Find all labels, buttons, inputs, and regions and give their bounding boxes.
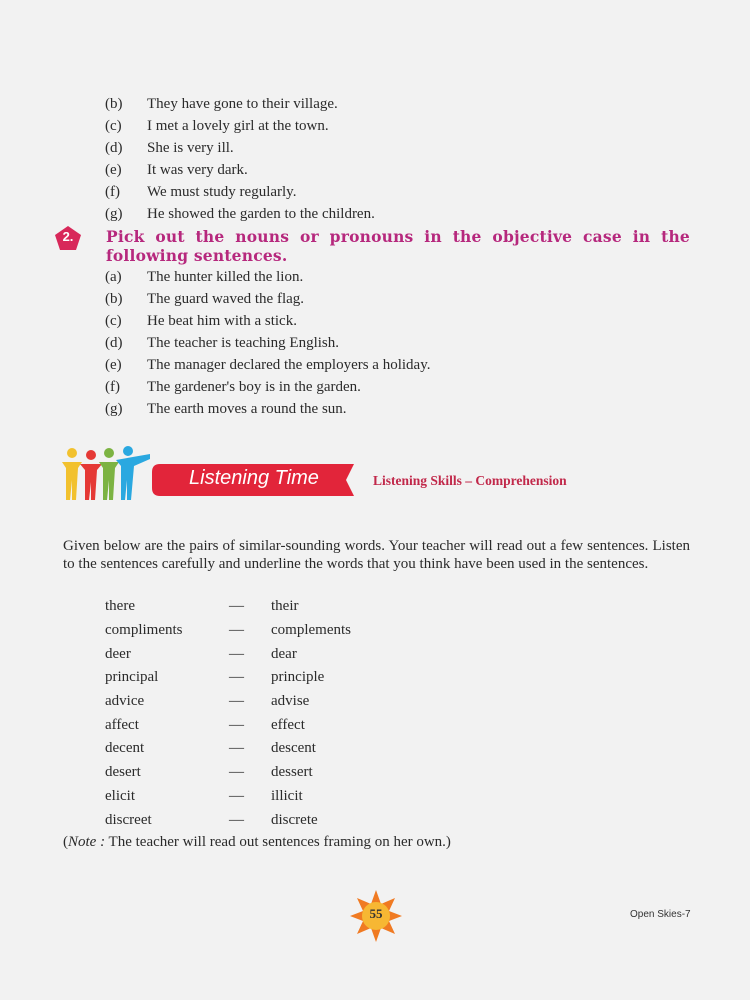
item-label: (g) <box>105 206 123 222</box>
dash: — <box>229 788 244 804</box>
dash: — <box>229 669 244 685</box>
item-text: The earth moves a round the sun. <box>147 401 347 417</box>
question-number: 2. <box>62 229 74 244</box>
item-text: He showed the garden to the children. <box>147 206 375 222</box>
dash: — <box>229 740 244 756</box>
item-label: (g) <box>105 401 123 417</box>
item-label: (b) <box>105 291 123 307</box>
item-label: (e) <box>105 357 122 373</box>
page-number: 55 <box>369 906 383 921</box>
item-label: (f) <box>105 379 120 395</box>
dash: — <box>229 646 244 662</box>
dash: — <box>229 693 244 709</box>
note-open-paren: ( <box>63 834 68 850</box>
teacher-note <box>63 834 451 851</box>
word-a: compliments <box>105 622 183 638</box>
dash: — <box>229 717 244 733</box>
word-b: complements <box>271 622 351 638</box>
item-text: They have gone to their village. <box>147 96 338 112</box>
dash: — <box>229 764 244 780</box>
listening-intro: Given below are the pairs of similar-sounding words. Your teacher will read out a few sentences. Listen to the sentences carefully and underline the words that you think have been used in the sentences. <box>63 538 690 572</box>
item-text: We must study regularly. <box>147 184 297 200</box>
word-a: advice <box>105 693 145 709</box>
word-b: dessert <box>271 764 313 780</box>
word-b: principle <box>271 669 325 685</box>
item-text: The guard waved the flag. <box>147 291 305 307</box>
item-text: The hunter killed the lion. <box>147 269 304 285</box>
item-text: She is very ill. <box>147 140 234 156</box>
book-title: Open Skies-7 <box>630 909 691 920</box>
listening-subtitle: Listening Skills – Comprehension <box>373 473 567 488</box>
item-label: (e) <box>105 162 122 178</box>
word-b: discrete <box>271 812 318 828</box>
word-b: their <box>271 598 299 614</box>
word-b: advise <box>271 693 310 709</box>
note-label: Note : <box>68 834 106 850</box>
word-a: there <box>105 598 135 614</box>
item-text: It was very dark. <box>147 162 248 178</box>
dash: — <box>229 598 244 614</box>
word-b: illicit <box>271 788 303 804</box>
dash: — <box>229 812 244 828</box>
word-a: affect <box>105 717 139 733</box>
word-a: decent <box>105 740 145 756</box>
listening-title: Listening Time <box>189 467 319 489</box>
word-a: discreet <box>105 812 152 828</box>
note-text: The teacher will read out sentences framing on her own.) <box>105 834 451 850</box>
word-a: principal <box>105 669 159 685</box>
word-a: elicit <box>105 788 135 804</box>
word-b: effect <box>271 717 305 733</box>
item-label: (c) <box>105 313 122 329</box>
question-number-badge <box>55 226 81 250</box>
item-label: (d) <box>105 140 123 156</box>
item-label: (d) <box>105 335 123 351</box>
word-a: deer <box>105 646 131 662</box>
item-label: (c) <box>105 118 122 134</box>
dash: — <box>229 622 244 638</box>
kids-figures-icon <box>60 446 152 507</box>
question-instruction: Pick out the nouns or pronouns in the objective case in the following sentences. <box>106 227 690 265</box>
word-b: dear <box>271 646 297 662</box>
item-label: (b) <box>105 96 123 112</box>
item-text: The manager declared the employers a holiday. <box>147 357 431 373</box>
item-text: He beat him with a stick. <box>147 313 297 329</box>
item-text: The teacher is teaching English. <box>147 335 340 351</box>
item-label: (a) <box>105 269 122 285</box>
item-label: (f) <box>105 184 120 200</box>
item-text: I met a lovely girl at the town. <box>147 118 329 134</box>
word-b: descent <box>271 740 316 756</box>
item-text: The gardener's boy is in the garden. <box>147 379 361 395</box>
word-a: desert <box>105 764 141 780</box>
